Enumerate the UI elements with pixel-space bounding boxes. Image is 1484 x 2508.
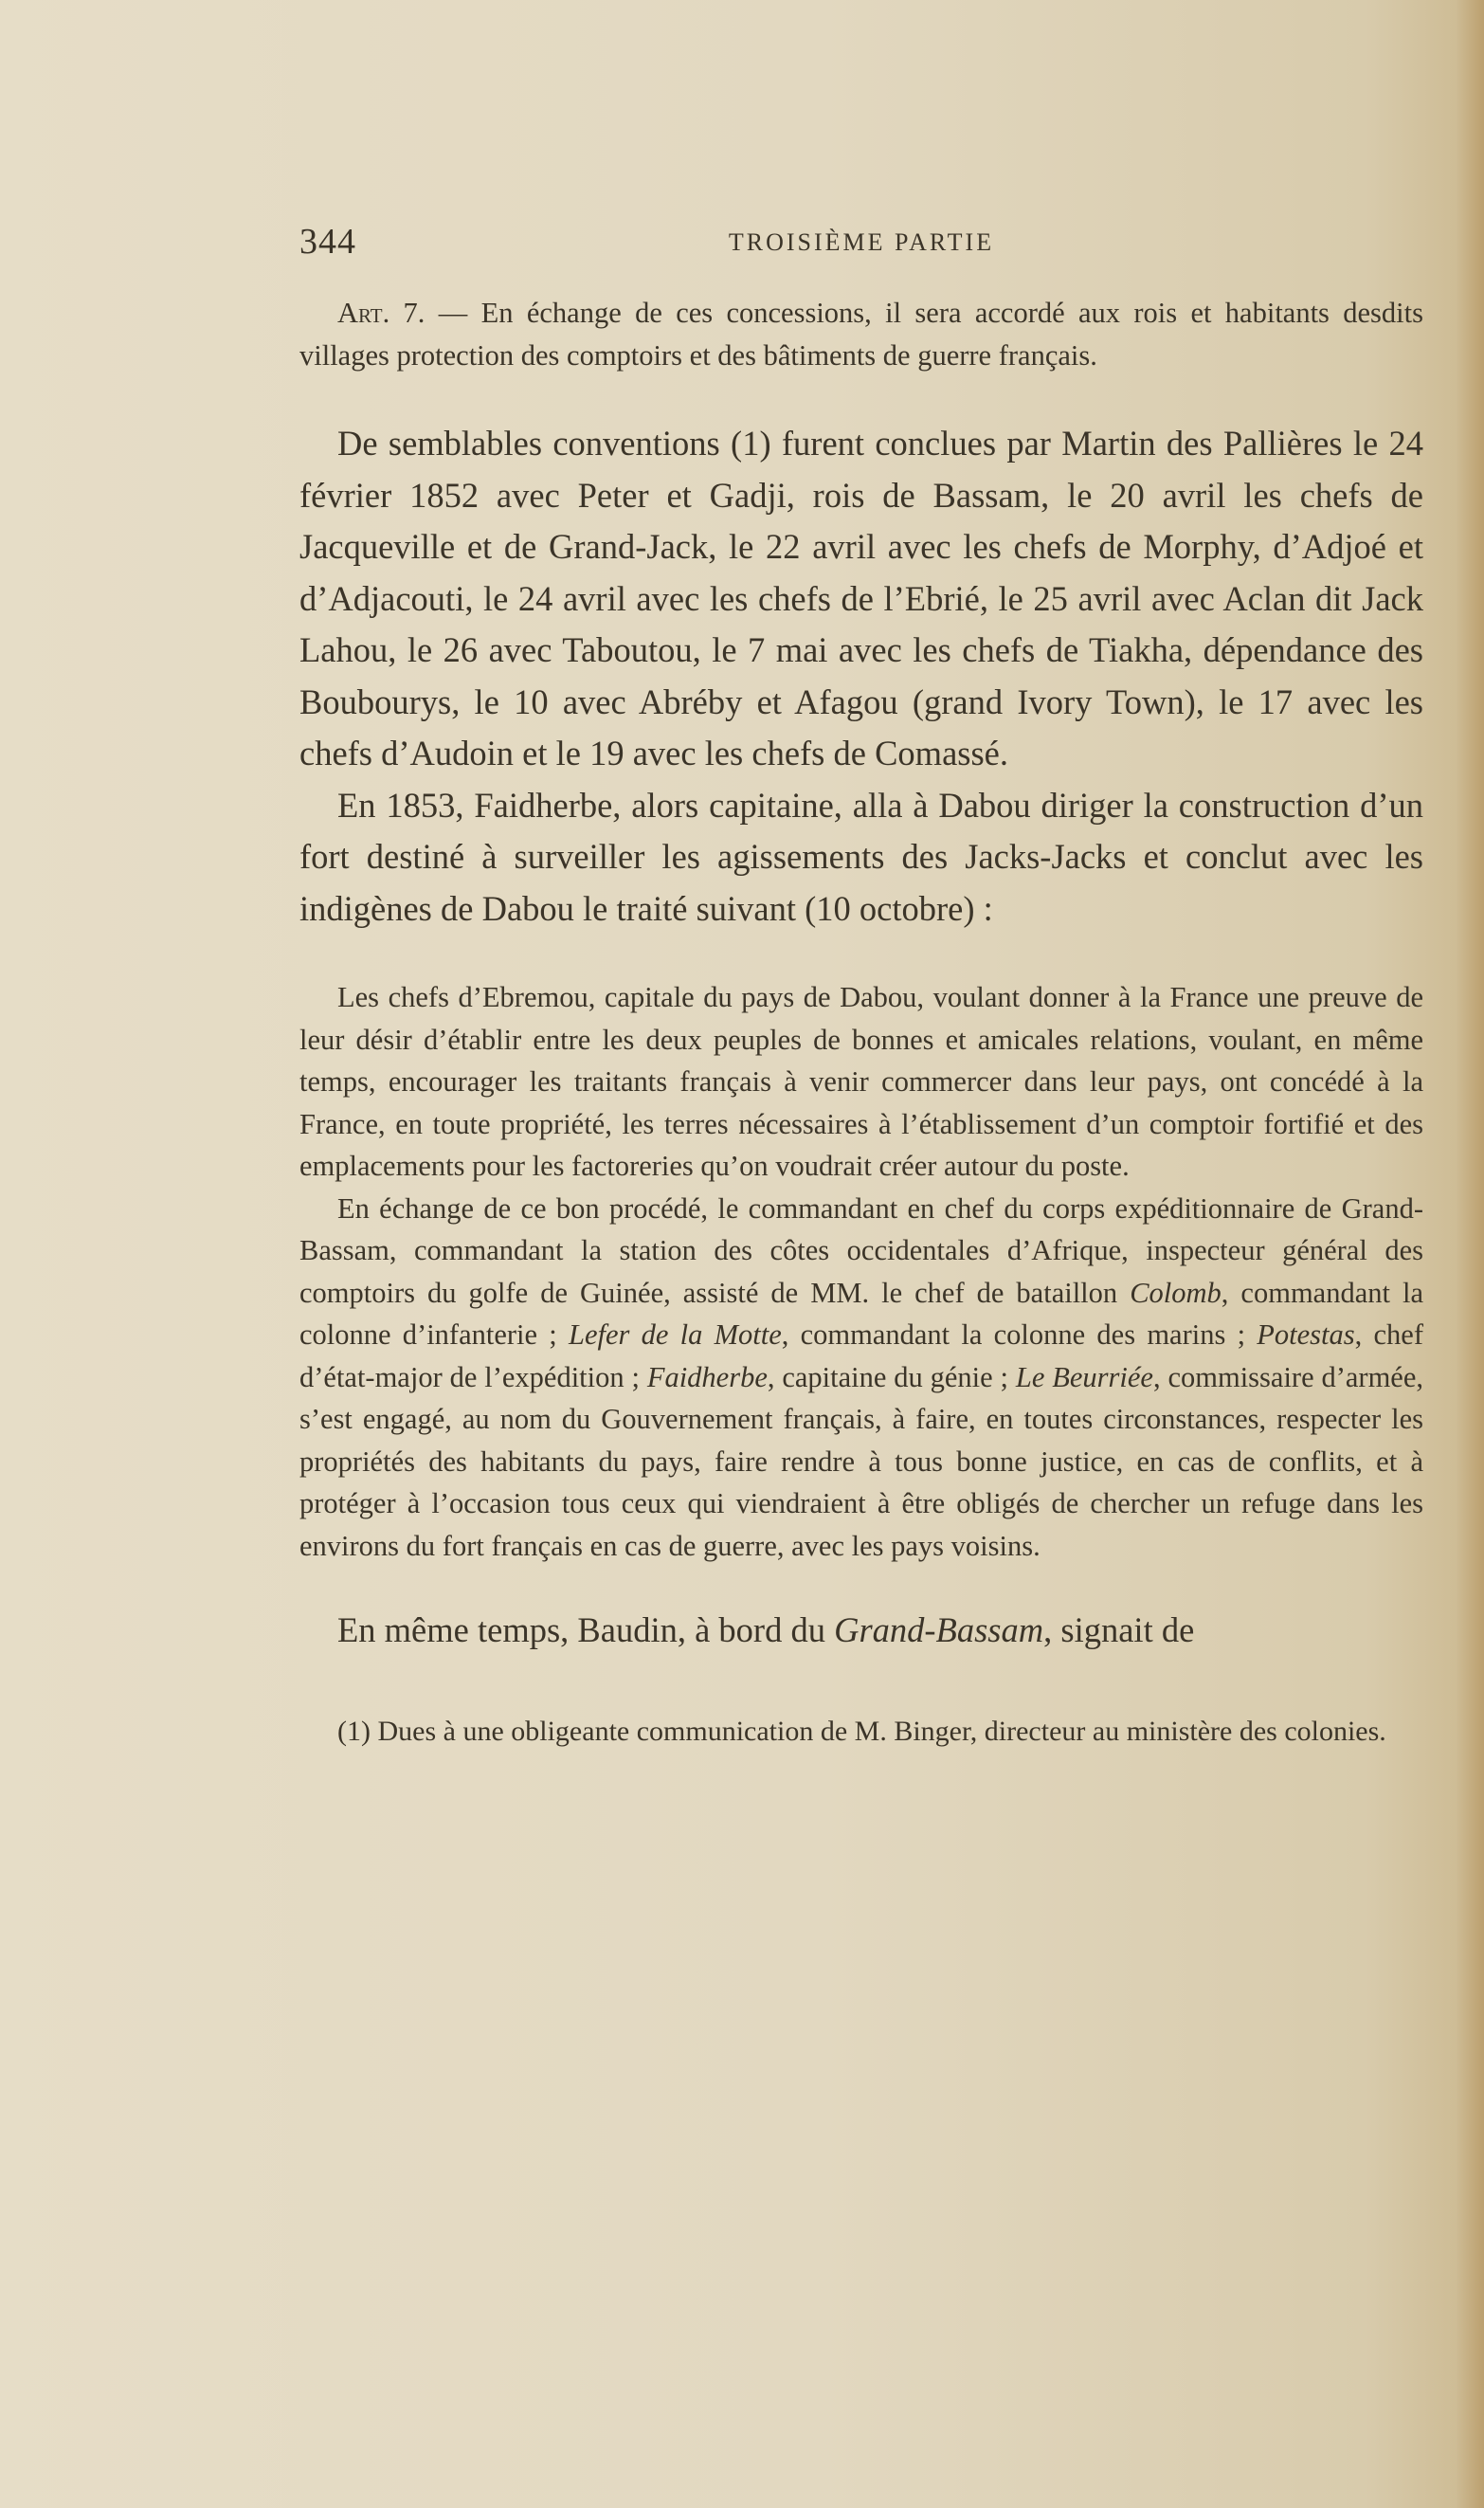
article-7 [299, 292, 1423, 376]
page-number: 344 [299, 222, 356, 262]
treaty-paragraph-1: Les chefs d’Ebremou, capitale du pays de Dabou, voulant donner à la France une preuve de leur désir d’établir entre les deux peuples de bonnes et amicales relations, voulant, en même temps, encourager les traitants français à venir commercer dans leur pays, ont concédé à la France, en toute propriété, les terres nécessaires à l’établissement d’un comptoir fortifié et des emplacements pour les factoreries qu’on voudrait créer autour du poste. [299, 981, 1423, 1182]
name-potestas: Potestas [1257, 1318, 1355, 1351]
page-body [299, 292, 1423, 1754]
name-faidherbe: Faidherbe [646, 1360, 768, 1393]
paragraph-conventions: De semblables conventions (1) furent conclues par Martin des Pallières le 24 février 1852 avec Peter et Gadji, rois de Bassam, le 20 avril les chefs de Jacqueville et de Grand-Jack, le 22 avril avec les chefs de Morphy, d’Adjoé et d’Adjacouti, le 24 avril avec les chefs de l’Ebrié, le 25 avril avec Aclan dit Jack Lahou, le 26 avec Taboutou, le 7 mai avec les chefs de Tiakha, dépendance des Boubourys, le 10 avec Abréby et Afagou (grand Ivory Town), le 17 avec les chefs d’Audoin et le 19 avec les chefs de Comassé. [299, 424, 1423, 772]
running-head: TROISIÈME PARTIE [728, 228, 995, 256]
page-header [299, 221, 1423, 268]
article-text: — En échange de ces concessions, il sera accordé aux rois et habitants desdits villages protection des comptoirs et des bâtiments de guerre français. [299, 297, 1423, 372]
ship-name: Grand-Bassam [834, 1610, 1044, 1649]
treaty-paragraph-2: En échange de ce bon procédé, le commandant en chef du corps expéditionnaire de Grand-Bassam, commandant la station des côtes occidentales d’Afrique, inspecteur général des comptoirs du golfe de Guinée, assisté de MM. le chef de bataillon Colomb, commandant la colonne d’infanterie ; Lefer de la Motte, commandant la colonne des marins ; Potestas, chef d’état-major de l’expédition ; Faidherbe, capitaine du génie ; Le Beurriée, commissaire d’armée, s’est engagé, au nom du Gouvernement français, à faire, en toutes circonstances, respecter les propriétés des habitants du pays, faire rendre à tous bonne justice, en cas de conflits, et à protéger à l’occasion tous ceux qui viendraient à être obligés de chercher un refuge dans les environs du fort français en cas de guerre, avec les pays voisins. [299, 1191, 1423, 1562]
name-lefer: Lefer de la Motte [569, 1318, 782, 1351]
paragraph-faidherbe: En 1853, Faidherbe, alors capitaine, alla à Dabou diriger la construction d’un fort destiné à surveiller les agissements des Jacks-Jacks et conclut avec les indigènes de Dabou le traité suivant (10 octobre) : [299, 785, 1423, 928]
article-label: Art. 7. [337, 297, 425, 329]
paragraph-baudin: En même temps, Baudin, à bord du Grand-Bassam, signait de [337, 1610, 1195, 1649]
page-edge [1456, 0, 1484, 2508]
name-beurriee: Le Beurriée [1015, 1360, 1153, 1393]
footnote: (1) Dues à une obligeante communication de M. Binger, directeur au ministère des colonies. [337, 1715, 1386, 1747]
name-colomb: Colomb [1130, 1276, 1222, 1309]
